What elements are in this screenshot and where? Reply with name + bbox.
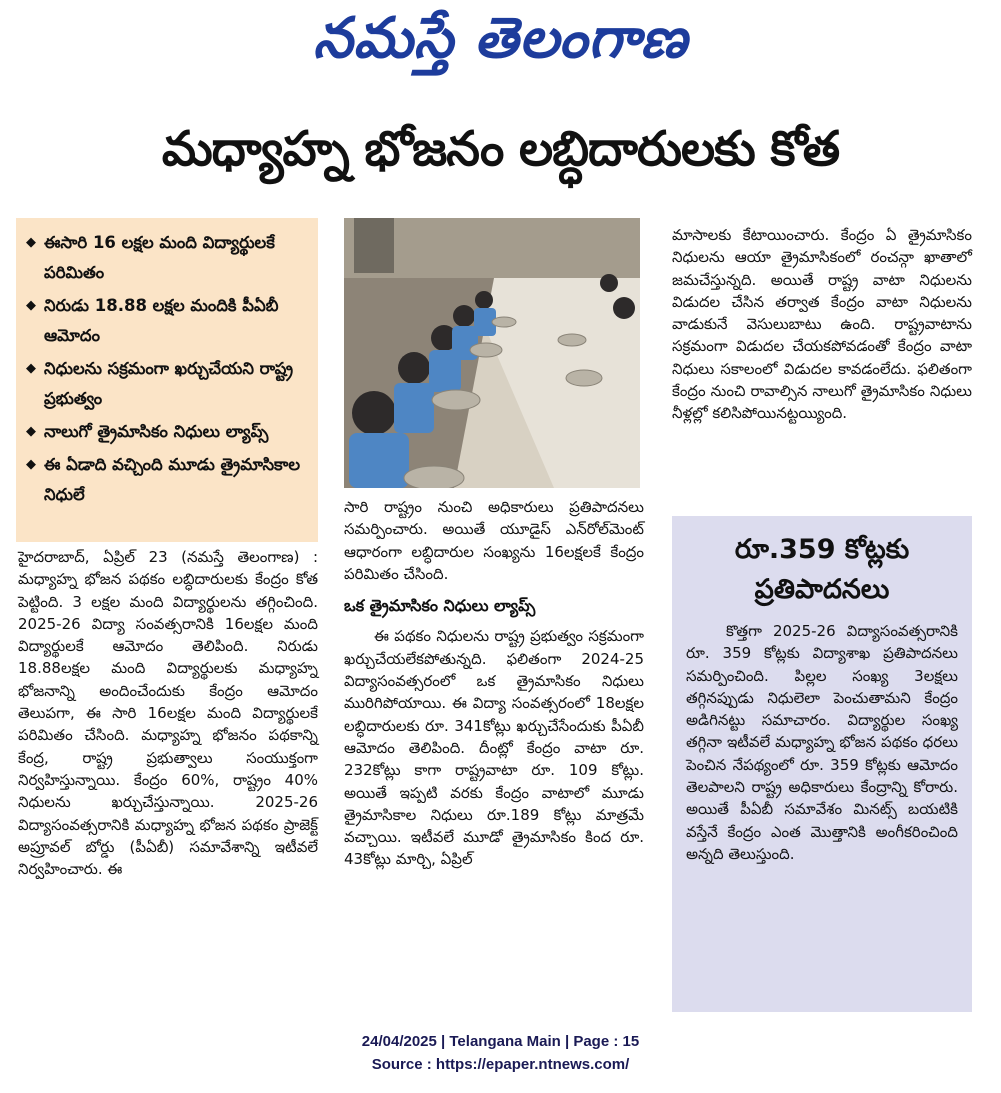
article-headline: మధ్యాహ్న భోజనం లబ్ధిదారులకు కోత	[161, 121, 840, 177]
students-eating-meal-photo	[344, 218, 640, 488]
footer-source-link[interactable]: Source : https://epaper.ntnews.com/	[371, 1056, 630, 1073]
diamond-bullet-icon: ◆	[26, 361, 36, 376]
highlight-text: నిరుడు 18.88 లక్షల మందికి పీఏబీ ఆమోదం	[44, 296, 279, 345]
highlight-text: నాలుగో త్రైమాసికం నిధులు ల్యాప్స్	[44, 422, 269, 441]
sidebar-text: కొత్తగా 2025-26 విద్యాసంవత్సరానికి రూ. 359 కోట్లకు విద్యాశాఖ ప్రతిపాదనలు సమర్పించింది. పిల్లల సంఖ్య 3లక్షలు తగ్గినప్పుడు నిధులెలా పెంచుతామని కేంద్రం అడిగినట్టు సమాచారం. విద్యార్థుల సంఖ్య తగ్గినా ఇటీవలే మధ్యాహ్న భోజన పథకం ధరలు పెంచిన నేపథ్యంలో రూ. 359 కోట్లకు ఆమోదం తెలపాలని రాష్ట్ర అధికారులు కేంద్రాన్ని కోరారు. అయితే పీఏబీ సమావేశం మినట్స్ బయటికి వస్తేనే కేంద్రం ఎంత మొత్తానికి అంగీకరించింది అన్నది తెలుస్తుంది.	[686, 622, 958, 863]
article-column-2	[344, 496, 644, 871]
diamond-bullet-icon: ◆	[26, 424, 36, 439]
footer-date-edition: 24/04/2025 | Telangana Main | Page : 15	[361, 1033, 640, 1050]
highlight-text: ఈసారి 16 లక్షల మంది విద్యార్థులకే పరిమితం	[44, 233, 275, 282]
article-column-3	[672, 224, 972, 425]
highlights-box	[16, 218, 318, 542]
column-3-text: మాసాలకు కేటాయించారు. కేంద్రం ఏ త్రైమాసికం నిధులను ఆయా త్రైమాసికంలో రంచన్గా ఖాతాలో జమచేస్తున్నది. అయితే రాష్ట్ర వాటా నిధులను విడుదల చేసిన తర్వాత కేంద్రం వాటా నిధులను వాడుకునే వెసులుబాటు ఉంది. రాష్ట్రవాటాను సక్రమంగా విడుదల చేయకపోవడంతో కేంద్రం వాటా నిధులు సకాలంలో విడుదల కావడంలేదు. ఫలితంగా కేంద్రం నుంచి రావాల్సిన నాలుగో త్రైమాసికం నిధులు నీళ్లల్లో కలిసిపోయినట్టయ్యింది.	[672, 226, 972, 423]
column-2-text-top: సారి రాష్ట్రం నుంచి అధికారులు ప్రతిపాదనలు సమర్పించారు. అయితే యూడైస్ ఎన్‌రోల్‌మెంట్ ఆధారంగా లబ్ధిదారుల సంఖ్యను 16లక్షలకే కేంద్రం పరిమితం చేసింది.	[344, 498, 644, 583]
highlight-text: ఈ ఏడాది వచ్చింది మూడు త్రైమాసికాల నిధులే	[44, 455, 301, 504]
diamond-bullet-icon: ◆	[26, 298, 36, 313]
highlight-item	[26, 417, 310, 447]
highlight-item	[26, 450, 310, 510]
newspaper-masthead: నమస్తే తెలంగాణ	[313, 5, 688, 71]
highlight-item	[26, 228, 310, 288]
highlight-item	[26, 291, 310, 351]
highlights-list	[26, 228, 310, 510]
column-2-text-bottom: ఈ పథకం నిధులను రాష్ట్ర ప్రభుత్వం సక్రమంగా ఖర్చుచేయలేకపోతున్నది. ఫలితంగా 2024-25 విద్యాసంవత్సరంలో ఒక త్రైమాసికం నిధులు మురిగిపోయాయి. ఈ విద్యా సంవత్సరంలో 18లక్షల లబ్ధిదారులకు రూ. 341కోట్లు ఖర్చుచేసేందుకు పీఏబీ ఆమోదం తెలిపింది. దీంట్లో కేంద్రం వాటా రూ. 232కోట్లు కాగా రాష్ట్రవాటా రూ. 109 కోట్లు. అయితే ఇప్పటి వరకు కేంద్రం వాటాలో మూడు త్రైమాసికాల నిధులు రూ.189 కోట్లు మాత్రమే వచ్చాయి. ఇటీవలే మూడో త్రైమాసికం కింద రూ. 43కోట్లు మార్చి, ఏప్రిల్	[344, 627, 644, 869]
article-column-1	[18, 546, 318, 880]
sidebar-box	[672, 516, 972, 1012]
highlight-item	[26, 354, 310, 414]
diamond-bullet-icon: ◆	[26, 235, 36, 250]
diamond-bullet-icon: ◆	[26, 457, 36, 472]
page-footer	[0, 1030, 1001, 1076]
sidebar-title-line-1: రూ.359 కోట్లకు	[734, 534, 910, 565]
column-2-subheading: ఒక త్రైమాసికం నిధులు ల్యాప్స్	[344, 596, 536, 616]
sidebar-title-line-2: ప్రతిపాదనలు	[754, 574, 890, 605]
photo-illustration	[344, 218, 640, 488]
sidebar-title	[686, 530, 958, 610]
column-1-text: హైదరాబాద్, ఏప్రిల్ 23 (నమస్తే తెలంగాణ) : మధ్యాహ్న భోజన పథకం లబ్ధిదారులకు కేంద్రం కోత పెట్టింది. 3 లక్షల మంది విద్యార్థులను తగ్గించింది. 2025-26 విద్యా సంవత్సరానికి 16లక్షల మంది విద్యార్థులకే ఆమోదం తెలిపింది. నిరుడు 18.88లక్షల మంది విద్యార్థులకు మధ్యాహ్న భోజనాన్ని అందించేందుకు కేంద్రం ఆమోదం తెలుపగా, ఈ సారి 16లక్షల మంది విద్యార్థులకే పరిమితం చేసింది. మధ్యాహ్న భోజనం పథకాన్ని కేంద్ర, రాష్ట్ర ప్రభుత్వాలు సంయుక్తంగా నిర్వహిస్తున్నాయి. కేంద్రం 60%, రాష్ట్రం 40% నిధులను ఖర్చుచేస్తున్నాయి. 2025-26 విద్యాసంవత్సరానికి మధ్యాహ్న భోజన పథకం ప్రాజెక్ట్ అప్రూవల్ బోర్డు (పీఏబీ) సమావేశాన్ని ఇటీవలే నిర్వహించారు. ఈ	[18, 548, 318, 879]
highlight-text: నిధులను సక్రమంగా ఖర్చుచేయని రాష్ట్ర ప్రభుత్వం	[44, 359, 294, 408]
